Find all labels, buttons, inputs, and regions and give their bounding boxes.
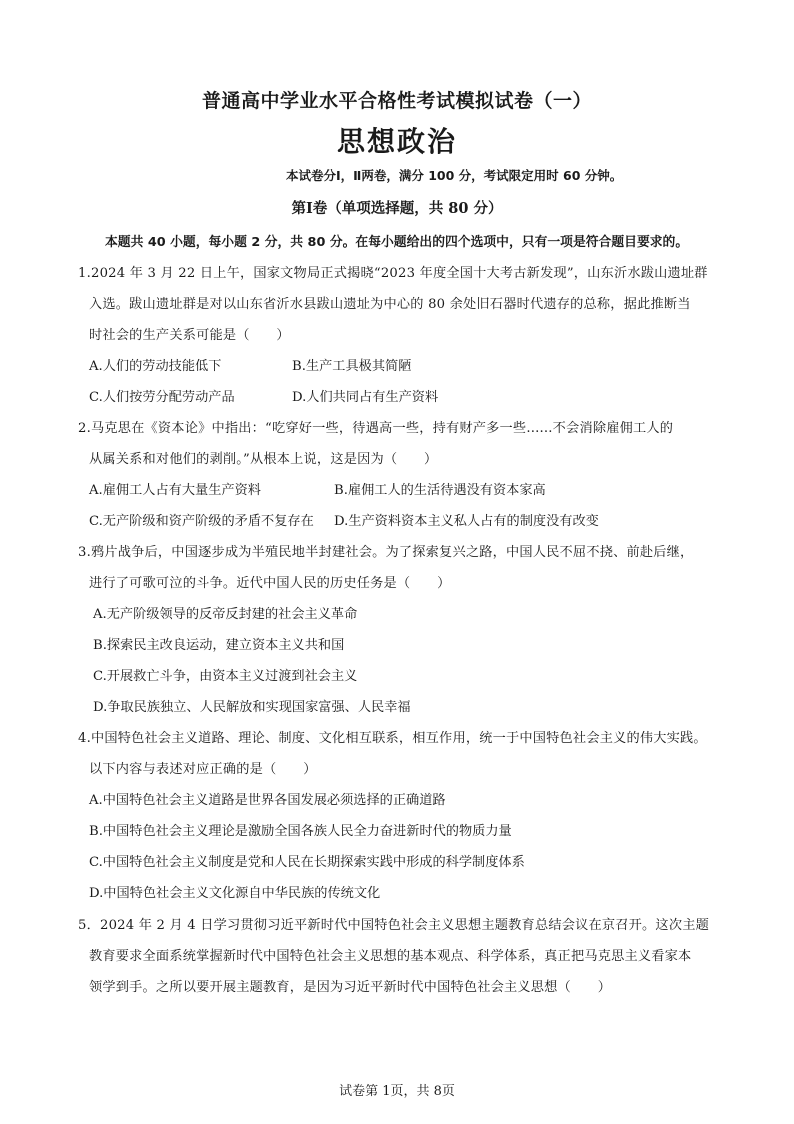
question-4-option-c: C.中国特色社会主义制度是党和人民在长期探索实践中形成的科学制度体系 [89,855,525,870]
exam-title: 普通高中学业水平合格性考试模拟试卷（一） [201,90,592,112]
question-5-line-1: 5．2024 年 2 月 4 日学习贯彻习近平新时代中国特色社会主义思想主题教育总结会议在京召开。这次主题 [78,918,709,933]
question-3-option-b: B.探索民主改良运动，建立资本主义共和国 [93,638,345,653]
question-1-line-1: 1.2024 年 3 月 22 日上午，国家文物局正式揭晓“2023 年度全国十大考古新发现”，山东沂水跋山遗址群 [78,266,708,281]
section-instructions: 本题共 40 小题，每小题 2 分，共 80 分。在每小题给出的四个选项中，只有一项是符合题目要求的。 [105,235,689,250]
question-5-line-2: 教育要求全面系统掌握新时代中国特色社会主义思想的基本观点、科学体系，真正把马克思主义看家本 [89,949,692,964]
question-1-option-d: D.人们共同占有生产资料 [292,390,439,405]
question-3-option-d: D.争取民族独立、人民解放和实现国家富强、人民幸福 [93,700,411,715]
question-2-line-1: 2.马克思在《资本论》中指出：“吃穿好一些，待遇高一些，持有财产多一些......不会消除雇佣工人的 [78,421,674,436]
exam-info: 本试卷分Ⅰ，Ⅱ两卷，满分 100 分，考试限定用时 60 分钟。 [286,168,623,183]
question-4-option-d: D.中国特色社会主义文化源自中华民族的传统文化 [89,886,381,901]
question-2-option-b: B.雇佣工人的生活待遇没有资本家高 [334,483,546,498]
question-4-line-1: 4.中国特色社会主义道路、理论、制度、文化相互联系，相互作用，统一于中国特色社会主义的伟大实践。 [78,731,707,746]
question-3-option-a: A.无产阶级领导的反帝反封建的社会主义革命 [93,607,358,622]
question-4-option-a: A.中国特色社会主义道路是世界各国发展必须选择的正确道路 [89,793,446,808]
question-3-line-2: 进行了可歌可泣的斗争。近代中国人民的历史任务是（ ） [89,576,451,591]
question-5-line-3: 领学到手。之所以要开展主题教育，是因为习近平新时代中国特色社会主义思想（ ） [89,980,612,995]
question-1-line-3: 时社会的生产关系可能是（ ） [89,328,290,343]
question-1-option-b: B.生产工具极其简陋 [292,359,412,374]
page-footer: 试卷第 1页，共 8页 [339,1084,455,1099]
question-4-line-2: 以下内容与表述对应正确的是（ ） [89,762,317,777]
question-3-line-1: 3.鸦片战争后，中国逐步成为半殖民地半封建社会。为了探索复兴之路，中国人民不屈不挠、前赴后继， [78,545,694,560]
subject-title: 思想政治 [336,125,457,158]
question-1-line-2: 入选。跋山遗址群是对以山东省沂水县跋山遗址为中心的 80 余处旧石器时代遗存的总称，据此推断当 [89,297,691,312]
question-2-line-2: 从属关系和对他们的剥削。”从根本上说，这是因为（ ） [89,452,438,467]
question-1-option-a: A.人们的劳动技能低下 [89,359,222,374]
question-3-option-c: C.开展救亡斗争，由资本主义过渡到社会主义 [93,669,358,684]
question-2-option-d: D.生产资料资本主义私人占有的制度没有改变 [334,514,599,529]
question-2-option-c: C.无产阶级和资产阶级的矛盾不复存在 [89,514,314,529]
question-4-option-b: B.中国特色社会主义理论是激励全国各族人民全力奋进新时代的物质力量 [89,824,512,839]
question-2-option-a: A.雇佣工人占有大量生产资料 [89,483,261,498]
section-title: 第Ⅰ卷（单项选择题，共 80 分） [291,200,503,217]
question-1-option-c: C.人们按劳分配劳动产品 [89,390,235,405]
